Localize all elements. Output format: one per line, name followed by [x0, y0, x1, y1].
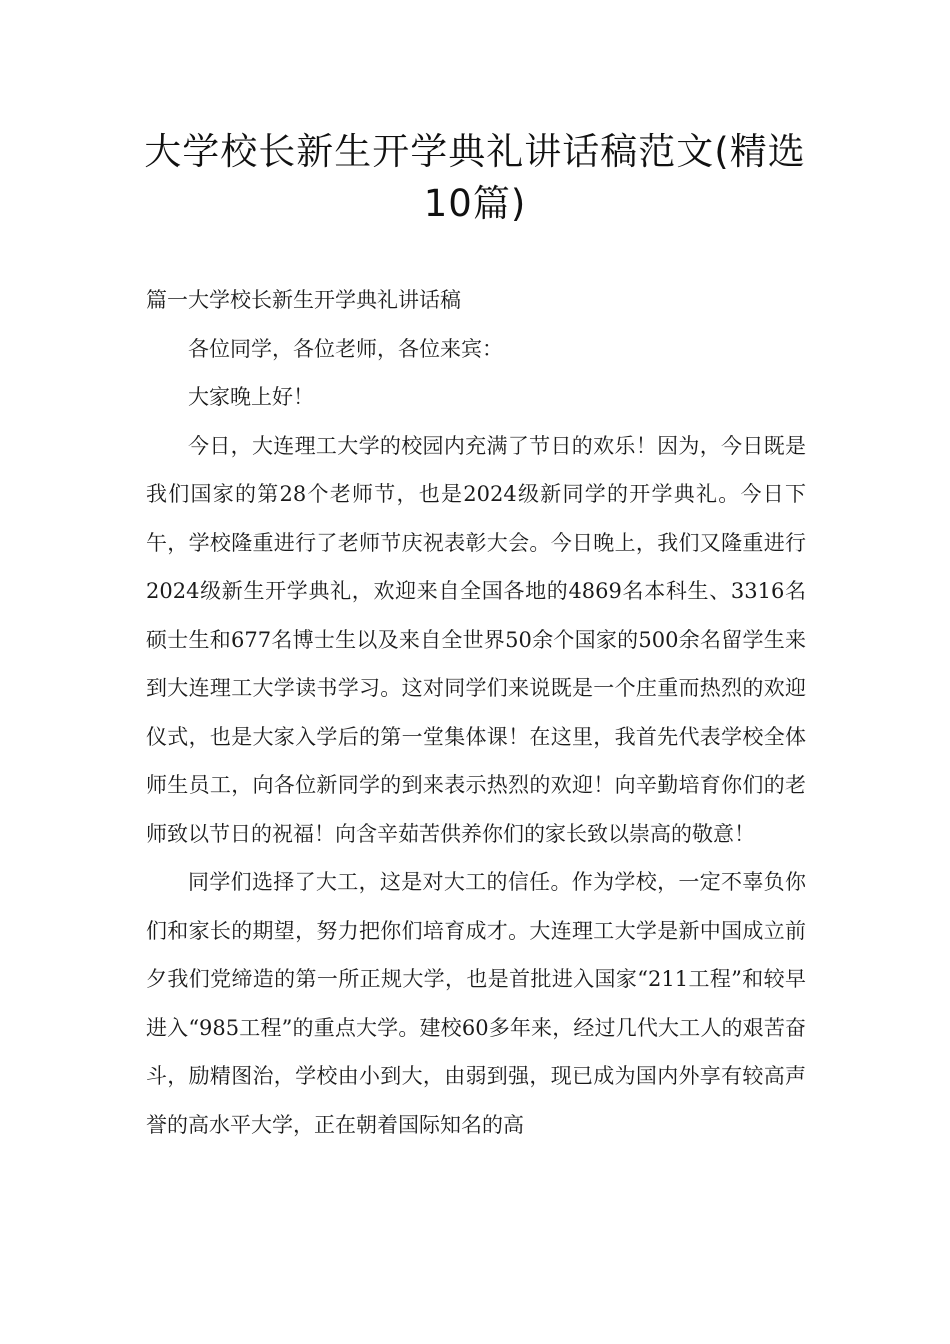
- paragraph-salutation: 各位同学，各位老师，各位来宾：: [188, 336, 503, 361]
- section-heading: 篇一大学校长新生开学典礼讲话稿: [146, 288, 461, 312]
- document-title: 大学校长新生开学典礼讲话稿范文(精选10篇): [144, 130, 806, 225]
- document-body: [146, 276, 806, 1149]
- paragraph-welcome: 今日，大连理工大学的校园内充满了节日的欢乐！因为，今日既是我们国家的第28个老师节，也是2024级新同学的开学典礼。今日下午，学校隆重进行了老师节庆祝表彰大会。今日晚上，我们又隆重进行2024级新生开学典礼，欢迎来自全国各地的4869名本科生、3316名硕士生和677名博士生以及来自全世界50余个国家的500余名留学生来到大连理工大学读书学习。这对同学们来说既是一个庄重而热烈的欢迎仪式，也是大家入学后的第一堂集体课！在这里，我首先代表学校全体师生员工，向各位新同学的到来表示热烈的欢迎！向辛勤培育你们的老师致以节日的祝福！向含辛茹苦供养你们的家长致以崇高的敬意！: [146, 433, 806, 846]
- paragraph-school-intro: 同学们选择了大工，这是对大工的信任。作为学校，一定不辜负你们和家长的期望，努力把你们培育成才。大连理工大学是新中国成立前夕我们党缔造的第一所正规大学，也是首批进入国家“211工程”和较早进入“985工程”的重点大学。建校60多年来，经过几代大工人的艰苦奋斗，励精图治，学校由小到大，由弱到强，现已成为国内外享有较高声誉的高水平大学，正在朝着国际知名的高: [146, 870, 806, 1137]
- paragraph-greeting: 大家晚上好！: [188, 385, 314, 409]
